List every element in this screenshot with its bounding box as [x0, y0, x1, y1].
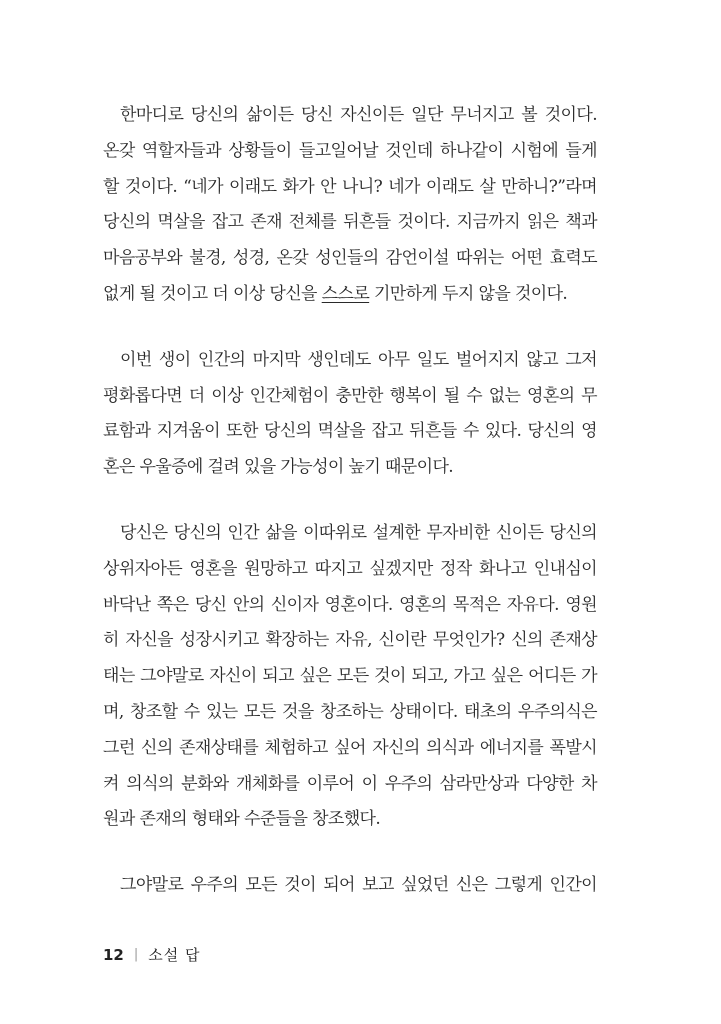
text-line: 그야말로 우주의 모든 것이 되어 보고 싶었던 신은 그렇게 인간이: [120, 875, 597, 896]
text-line: 마음공부와 불경, 성경, 온갖 성인들의 감언이설 따위는 어떤 효력도: [103, 248, 597, 269]
page-number: 12: [103, 945, 124, 964]
text-line: 상위자아든 영혼을 원망하고 따지고 싶겠지만 정작 화나고 인내심이: [103, 558, 597, 579]
text-line: 바닥난 쪽은 당신 안의 신이자 영혼이다. 영혼의 목적은 자유다. 영원: [103, 594, 597, 615]
book-title: 소설 답: [148, 946, 201, 964]
text-segment: 없게 될 것이고 더 이상 당신을: [103, 283, 322, 304]
text-segment: 기만하게 두지 않을 것이다.: [369, 283, 568, 304]
text-line: 한마디로 당신의 삶이든 당신 자신이든 일단 무너지고 볼 것이다.: [120, 105, 597, 125]
text-line: 온갖 역할자들과 상황들이 들고일어날 것인데 하나같이 시험에 들게: [103, 140, 597, 161]
text-line: 혼은 우울증에 걸려 있을 가능성이 높기 때문이다.: [103, 457, 454, 478]
text-line: 히 자신을 성장시키고 확장하는 자유, 신이란 무엇인가? 신의 존재상: [103, 630, 597, 651]
text-line: 평화롭다면 더 이상 인간체험이 충만한 행복이 될 수 없는 영혼의 무: [103, 385, 597, 406]
page-footer: [103, 944, 201, 965]
paragraph-3: [103, 516, 597, 838]
text-line: 켜 의식의 분화와 개체화를 이루어 이 우주의 삼라만상과 다양한 차: [103, 773, 597, 794]
text-line: 당신의 멱살을 잡고 존재 전체를 뒤흔들 것이다. 지금까지 읽은 책과: [103, 212, 597, 233]
text-line: 이번 생이 인간의 마지막 생인데도 아무 일도 벌어지지 않고 그저: [120, 349, 597, 370]
footer-separator: |: [133, 947, 139, 962]
text-line: 료함과 지겨움이 또한 당신의 멱살을 잡고 뒤흔들 수 있다. 당신의 영: [103, 421, 597, 442]
paragraph-2: [103, 343, 597, 486]
text-line: 당신은 당신의 인간 삶을 이따위로 설계한 무자비한 신이든 당신의: [120, 522, 597, 543]
body-text: [103, 98, 597, 934]
text-line: 며, 창조할 수 있는 모든 것을 창조하는 상태이다. 태초의 우주의식은: [103, 701, 597, 722]
text-line: 그런 신의 존재상태를 체험하고 싶어 자신의 의식과 에너지를 폭발시: [103, 737, 597, 758]
text-line: 할 것이다. “네가 이래도 화가 안 나니? 네가 이래도 살 만하니?”라며: [103, 176, 597, 197]
underlined-word: 스스로: [321, 283, 370, 304]
text-line: 원과 존재의 형태와 수준들을 창조했다.: [103, 809, 381, 830]
text-line: [103, 277, 597, 313]
text-line: 태는 그야말로 자신이 되고 싶은 모든 것이 되고, 가고 싶은 어디든 가: [103, 666, 597, 687]
paragraph-1: [103, 98, 597, 313]
paragraph-4: [103, 868, 597, 904]
